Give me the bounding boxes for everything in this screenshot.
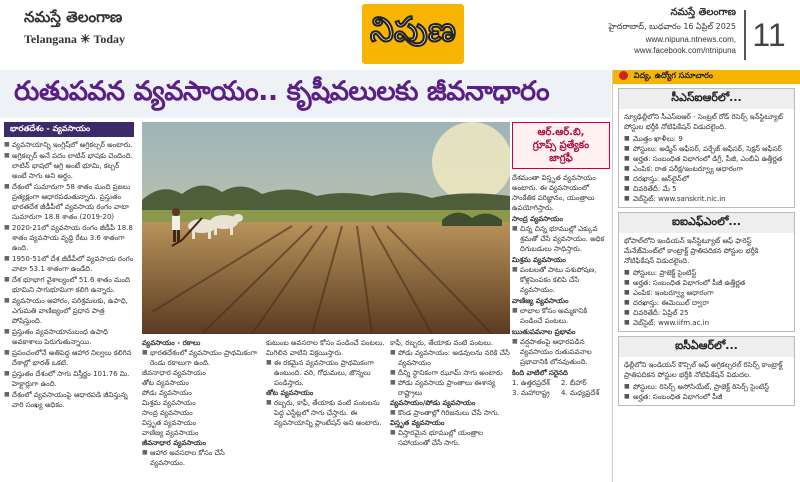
subheading: వ్యవసాయం/పోడు వ్యవసాయం (390, 399, 476, 407)
answer-option: 3. మహారాష్ట్ర (512, 389, 550, 397)
bullet-text: ■ పోడు వ్యవసాయ ప్రాంతాలు ఈశాన్య రాష్ట్రాలు (390, 378, 510, 398)
subheading: విస్తృత వ్యవసాయం (390, 419, 445, 427)
page-headline: రుతుపవన వ్యవసాయం.. కృషీవలులకు జీవనాధారం (14, 76, 550, 107)
job-card-intro: ఢిల్లీలోని ఇండియన్ కౌన్సిల్ ఆఫ్ అగ్రికల్చరల్ రిసెర్చ్ కాంట్రాక్ట్ ప్రాతిపదికన పోస్టుల భర్తీకి నోటిఫికేషన్ విడుదల. (624, 361, 783, 379)
body-text: కాఫీ, రబ్బరు, తేయాకు వంటి పంటలు. (390, 339, 494, 347)
special-line: ఆర్.ఆర్.బి, (537, 127, 585, 138)
facebook-url[interactable]: www.facebook.com/ntnipuna (634, 46, 736, 55)
job-detail: ■ పోస్టులు: ప్రాజెక్ట్ సైంటిస్ట్ (624, 268, 789, 278)
subheading: ఋతుపవనాల ప్రభావం (512, 328, 576, 336)
special-feature-box (512, 122, 610, 169)
body-text: కుటుంబ అవసరాల కోసం పండించే పంటలు. మిగిలిన వాటిని విక్రయిస్తారు. (266, 339, 385, 357)
jobs-sidebar (612, 70, 800, 482)
sidebar-header (613, 70, 800, 84)
job-detail: ■ పోస్టులు: అడ్మిన్ ఆఫీసర్, పర్చేజ్ ఆఫీసర్, సెక్షన్ ఆఫీసర్ (624, 144, 789, 154)
list-item: సాంద్ర వ్యవసాయం (142, 409, 193, 417)
job-website-link[interactable]: ■ వెబ్‌సైట్: www.sanskrit.nic.in (624, 194, 789, 204)
answer-option: 2. బీహార్ (561, 379, 587, 387)
bullet-text: ■ ఈ రకమైన వ్యవసాయం ప్రాథమికంగా ఉంటుంది. వరి, గోధుమలు, జొన్నలు పండిస్తారు. (266, 358, 386, 388)
paper-name: నమస్తే తెలంగాణ (670, 7, 736, 18)
body-text: దేశమంతా విస్తృత వ్యవసాయం అంటారు. ఈ వ్యవసాయంలో సాంకేతిక పరిజ్ఞానం, యంత్రాలు ఉపయోగిస్తారు. (512, 174, 596, 212)
sidebar-header-label: విద్య, ఉద్యోగ సమాచారం (633, 71, 713, 80)
special-line: జాగ్రఫీ (549, 153, 573, 164)
special-line: గ్రూప్స్ ప్రత్యేకం (532, 140, 590, 151)
job-card-intro: భోపాల్‌లోని ఇండియన్ ఇన్‌స్టిట్యూట్ ఆఫ్ ఫారెస్ట్ మేనేజ్‌మెంట్‌లో కాంట్రాక్ట్ ప్రాతిపదికన పోస్టుల భర్తీకి నోటిఫికేషన్ విడుదలైంది. (624, 237, 759, 265)
job-detail: ■ ఎంపిక: ఇంటర్వ్యూ ఆధారంగా (624, 288, 789, 298)
right-column (512, 122, 610, 482)
paragraph: ■ 1950-51లో దేశ జీడీపీలో వ్యవసాయ రంగం వాటా 53.1 శాతంగా ఉండేది. (4, 254, 134, 274)
list-item: విస్తృత వ్యవసాయం (142, 419, 197, 427)
job-detail: ■ ఎంపిక: రాత పరీక్ష/ఇంటర్వ్యూ ఆధారంగా (624, 164, 789, 174)
left-column (0, 120, 138, 482)
paragraph-list (0, 140, 138, 410)
farm-scene-image (142, 122, 510, 334)
job-detail: ■ అర్హత: సంబంధిత విభాగంలో పీజీ (624, 392, 789, 402)
list-item: వాణిజ్య వ్యవసాయం (142, 429, 199, 437)
paragraph: ■ ప్రపంచంలోనే అతిపెద్ద ఆహార నిల్వలు కలిగిన దేశాల్లో భారత్ ఒకటి. (4, 348, 134, 368)
job-detail: ■ చివరితేదీ: మే 5 (624, 184, 789, 194)
paragraph: ■ వ్యవసాయాన్ని ఇంగ్లిష్‌లో అగ్రికల్చర్ అంటారు. (4, 140, 134, 150)
brand-english: Telangana ☀ Today (24, 32, 126, 46)
subheading: మిశ్రమ వ్యవసాయం (512, 256, 566, 264)
masthead-title: నిపుణ (370, 10, 456, 50)
subheading: సాంద్ర వ్యవసాయం (512, 215, 563, 223)
mid-column-3 (390, 338, 510, 482)
job-detail: ■ చివరితేదీ: ఏప్రిల్ 25 (624, 308, 789, 318)
job-detail: ■ దరఖాస్తు: ఈమెయిల్ ద్వారా (624, 298, 789, 308)
page-header (0, 0, 800, 68)
mid-column-1 (142, 338, 262, 482)
job-detail: ■ దరఖాస్తు: ఆన్‌లైన్‌లో (624, 174, 789, 184)
bullet-text: ■ దీన్ని స్థానికంగా ఝూమ్ సాగు అంటారు (390, 368, 510, 378)
list-item: తోట వ్యవసాయం (142, 379, 190, 387)
job-detail: ■ మొత్తం ఖాళీలు: 9 (624, 134, 789, 144)
answer-option: 1. ఉత్తరప్రదేశ్ (512, 379, 550, 387)
job-card (618, 88, 795, 208)
job-card-title: సీఎస్ఐఆర్‌లో... (619, 89, 794, 109)
job-website-link[interactable]: ■ వెబ్‌సైట్: www.iifm.ac.in (624, 318, 789, 328)
farmer-plough-photo (142, 122, 510, 334)
bullet-icon (619, 71, 628, 80)
date-line: హైదరాబాద్, బుధవారం 16 ఏప్రిల్ 2025 (608, 22, 736, 31)
job-detail: ■ పోస్టులు: రిసెర్చ్ అసోసియేట్, ప్రాజెక్ట్ రిసెర్చ్ సైంటిస్ట్ (624, 382, 789, 392)
bullet-text: ■ కొండ ప్రాంతాల్లో గిరిజనులు చేసే సాగు. (390, 408, 510, 418)
job-card (618, 212, 795, 332)
bullet-text: ■ విస్తారమైన భూముల్లో యంత్రాల సహాయంతో చేసే సాగు. (390, 428, 510, 448)
paragraph: ■ వ్యవసాయం ఆహారం, పరిశ్రమలకు, ఉపాధి, ఎగుమతి వాణిజ్యంలో ప్రధాన పాత్ర పోషిస్తుంది. (4, 296, 134, 326)
job-card (618, 336, 795, 406)
bullet-text: ■ చిన్న చిన్న భూముల్లో ఎక్కువ శ్రమతో చేసే వ్యవసాయం. అధిక దిగుబడులు సాధిస్తారు. (512, 224, 610, 254)
website-url[interactable]: www.nipuna.ntnews.com, (645, 35, 736, 44)
answer-options (512, 378, 610, 398)
bullet-text: ■ భారతదేశంలో వ్యవసాయం ప్రాథమికంగా రెండు రకాలుగా ఉంది. (142, 348, 262, 368)
brand-telugu: నమస్తే తెలంగాణ (24, 8, 123, 26)
list-item: మిశ్రమ వ్యవసాయం (142, 399, 196, 407)
answer-option: 4. మధ్యప్రదేశ్ (561, 389, 600, 397)
bullet-text: ■ పంటలతో పాటు పశుపోషణ, కోళ్లపెంపకం కలిపి చేసే వ్యవసాయం. (512, 265, 610, 295)
job-card-intro: న్యూఢిల్లీలోని సీఎస్ఐఆర్ - సెంట్రల్ రోడ్ రిసెర్చ్ ఇన్‌స్టిట్యూట్ పోస్టుల భర్తీకి నోటిఫికేషన్ విడుదలైంది. (624, 113, 783, 131)
mid-column-2 (266, 338, 386, 482)
job-card-title: ఐసీఏఆర్‌లో... (619, 337, 794, 357)
bullet-text: ■ లాభాల కోసం అమ్మకానికి పండించే పంటలు. (512, 306, 610, 326)
job-card-title: ఐఐఎఫ్ఎంలో... (619, 213, 794, 233)
paragraph: ■ ప్రస్తుతం వ్యవసాయానుబంధ ఉపాధి అవకాశాలు పెరుగుతున్నాయి. (4, 327, 134, 347)
bullet-text: ■ రబ్బరు, కాఫీ, తేయాకు వంటి పంటలను పెద్ద ఎస్టేట్లలో సాగు చేస్తారు. ఈ వ్యవసాయాన్ని ప్లాంటేషన్ అని అంటారు. (266, 398, 386, 428)
list-item: పోడు వ్యవసాయం (142, 389, 192, 397)
paragraph: ■ దేశ భూభాగ వైశాల్యంలో 51.6 శాతం మంది భూమిని సాగుభూమిగా కలిగి ఉన్నారు. (4, 275, 134, 295)
bullet-text: ■ వర్షపాతంపై ఆధారపడిన వ్యవసాయం రుతుపవనాల ప్రభావానికి లోనవుతుంది. (512, 337, 610, 367)
paragraph: ■ దేశంలో వ్యవసాయంపై ఆధారపడి జీవిస్తున్న వారి సంఖ్య అధికం. (4, 390, 134, 410)
bullet-text: ■ ఆహార అవసరాల కోసం చేసే వ్యవసాయం. (142, 448, 262, 468)
paragraph: ■ 2020-21లో వ్యవసాయ రంగం జీడీపీ 18.8 శాతం వ్యవసాయ వృద్ధి రేటు 3.6 శాతంగా ఉంది. (4, 223, 134, 253)
paragraph: ■ దేశంలో సుమారుగా 58 శాతం మంది ప్రజలు ప్రత్యక్షంగా ఆధారపడుతున్నారు. ప్రస్తుతం భారతదేశ జీడీపీలో వ్యవసాయ రంగం వాటా సుమారుగా 18.8 శాతం (2019-20) (4, 182, 134, 222)
subheading: వాణిజ్య వ్యవసాయం (512, 297, 569, 305)
bullet-text: ■ పోడు వ్యవసాయం: అడవులను నరికి చేసే వ్యవసాయం (390, 348, 510, 368)
header-info (536, 6, 736, 55)
paragraph: ■ ప్రస్తుతం దేశంలో సాగు విస్తీర్ణం 101.76 మి. హెక్టార్లుగా ఉంది. (4, 369, 134, 389)
subheading: వ్యవసాయం - రకాలు (142, 339, 201, 347)
list-item: జీవనాధార వ్యవసాయం (142, 369, 206, 377)
section-label: భారతదేశం - వ్యవసాయం (4, 122, 134, 137)
subheading: కింది వాటిలో సరైనది (512, 369, 568, 377)
subheading: తోట వ్యవసాయం (266, 389, 314, 397)
job-detail: ■ అర్హత: సంబంధిత విభాగంలో డిగ్రీ, పీజీ, ఎంబీఏ ఉత్తీర్ణత (624, 154, 789, 164)
masthead-logo (362, 4, 464, 64)
page-number: 11 (744, 10, 792, 60)
job-detail: ■ అర్హత: సంబంధిత విభాగంలో పీజీ ఉత్తీర్ణత (624, 278, 789, 288)
subheading: జీవనాధార వ్యవసాయం (142, 439, 207, 447)
paragraph: ■ అగ్రికల్చర్ అనే పదం లాటిన్ భాషకు చెందింది. లాటిన్ భాషలో అగ్రి అంటే భూమి, కల్చర్ అంటే సాగు అని అర్థం. (4, 151, 134, 181)
